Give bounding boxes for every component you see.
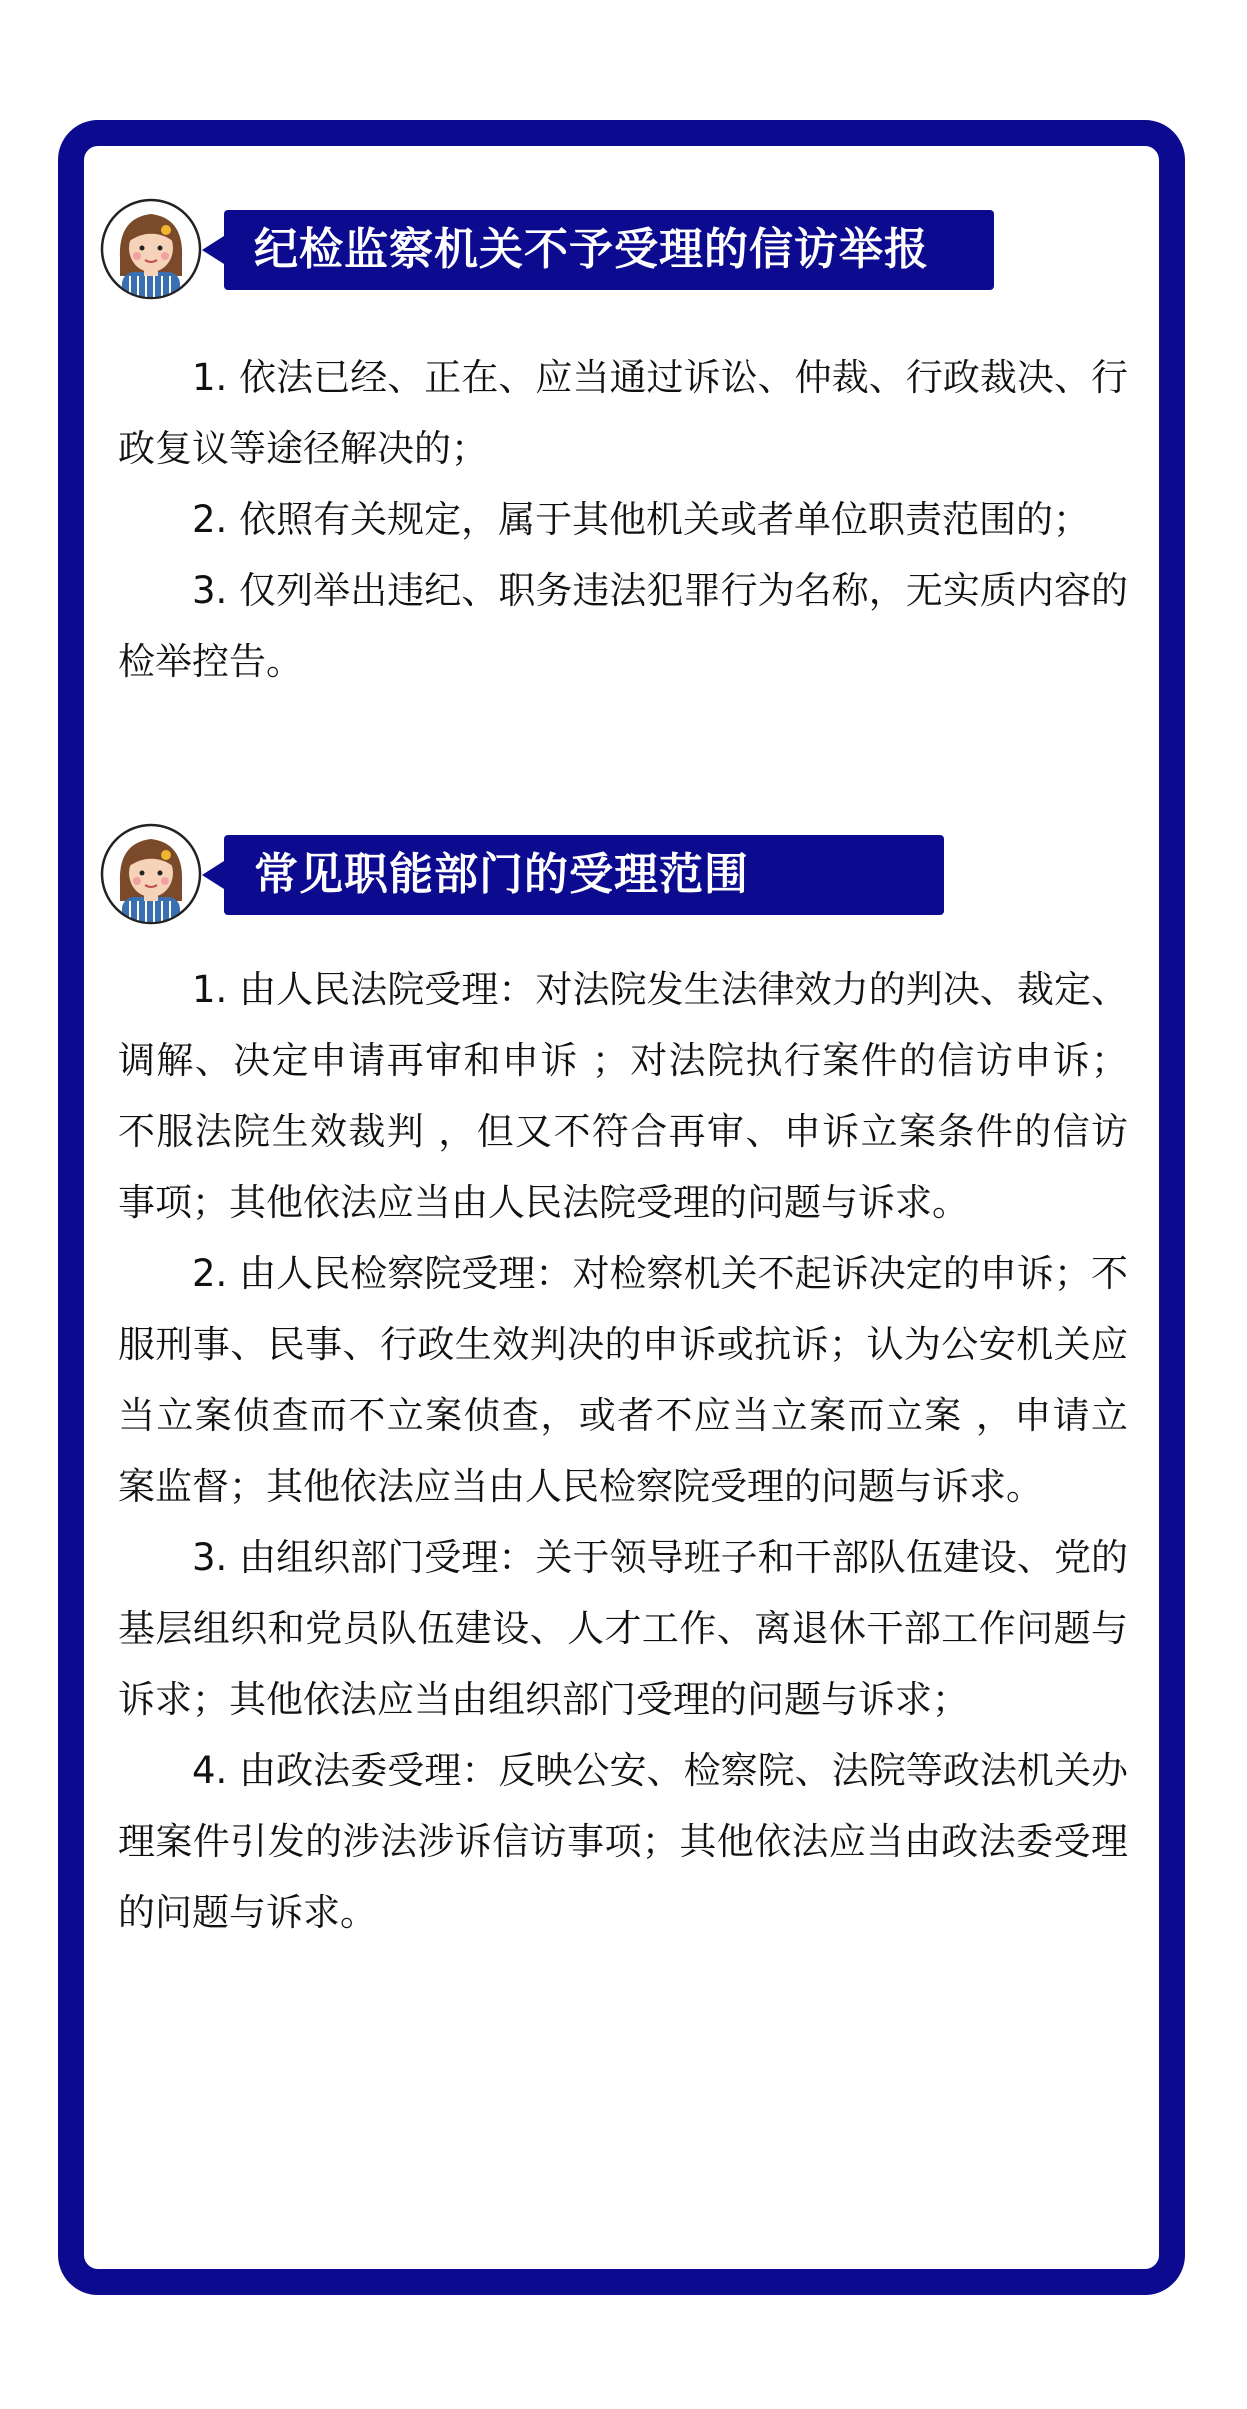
list-item: 2. 依照有关规定，属于其他机关或者单位职责范围的； [192,498,1091,541]
list-item: 3. 由组织部门受理：关于领导班子和干部队伍建设、党的基层组织和党员队伍建设、人才工作、离退休干部工作问题与诉求；其他依法应当由组织部门受理的问题与诉求； [118,1536,1128,1721]
section-title: 纪检监察机关不予受理的信访举报 [224,210,994,290]
section-content-not-accepted [118,342,1128,697]
section-content-departments [118,954,1128,1948]
girl-avatar-icon [100,823,202,925]
list-item: 1. 由人民法院受理：对法院发生法律效力的判决、裁定、调解、决定申请再审和申诉 ；对法院执行案件的信访申诉；不服法院生效裁判 ，但又不符合再审、申诉立案条件的信访事项；其他依法应当由人民法院受理的问题与诉求。 [118,968,1128,1224]
list-item: 2. 由人民检察院受理：对检察机关不起诉决定的申诉；不服刑事、民事、行政生效判决的申诉或抗诉；认为公安机关应当立案侦查而不立案侦查，或者不应当立案而立案 ，申请立案监督；其他依法应当由人民检察院受理的问题与诉求。 [118,1252,1128,1508]
section-header-departments [100,823,1030,933]
section-header-not-accepted [100,198,1030,308]
list-item: 1. 依法已经、正在、应当通过诉讼、仲裁、行政裁决、行政复议等途径解决的； [118,356,1128,470]
girl-avatar-icon [100,198,202,300]
section-title: 常见职能部门的受理范围 [224,835,944,915]
list-item: 4. 由政法委受理：反映公安、检察院、法院等政法机关办理案件引发的涉法涉诉信访事项；其他依法应当由政法委受理的问题与诉求。 [118,1749,1128,1934]
list-item: 3. 仅列举出违纪、职务违法犯罪行为名称，无实质内容的检举控告。 [118,569,1128,683]
